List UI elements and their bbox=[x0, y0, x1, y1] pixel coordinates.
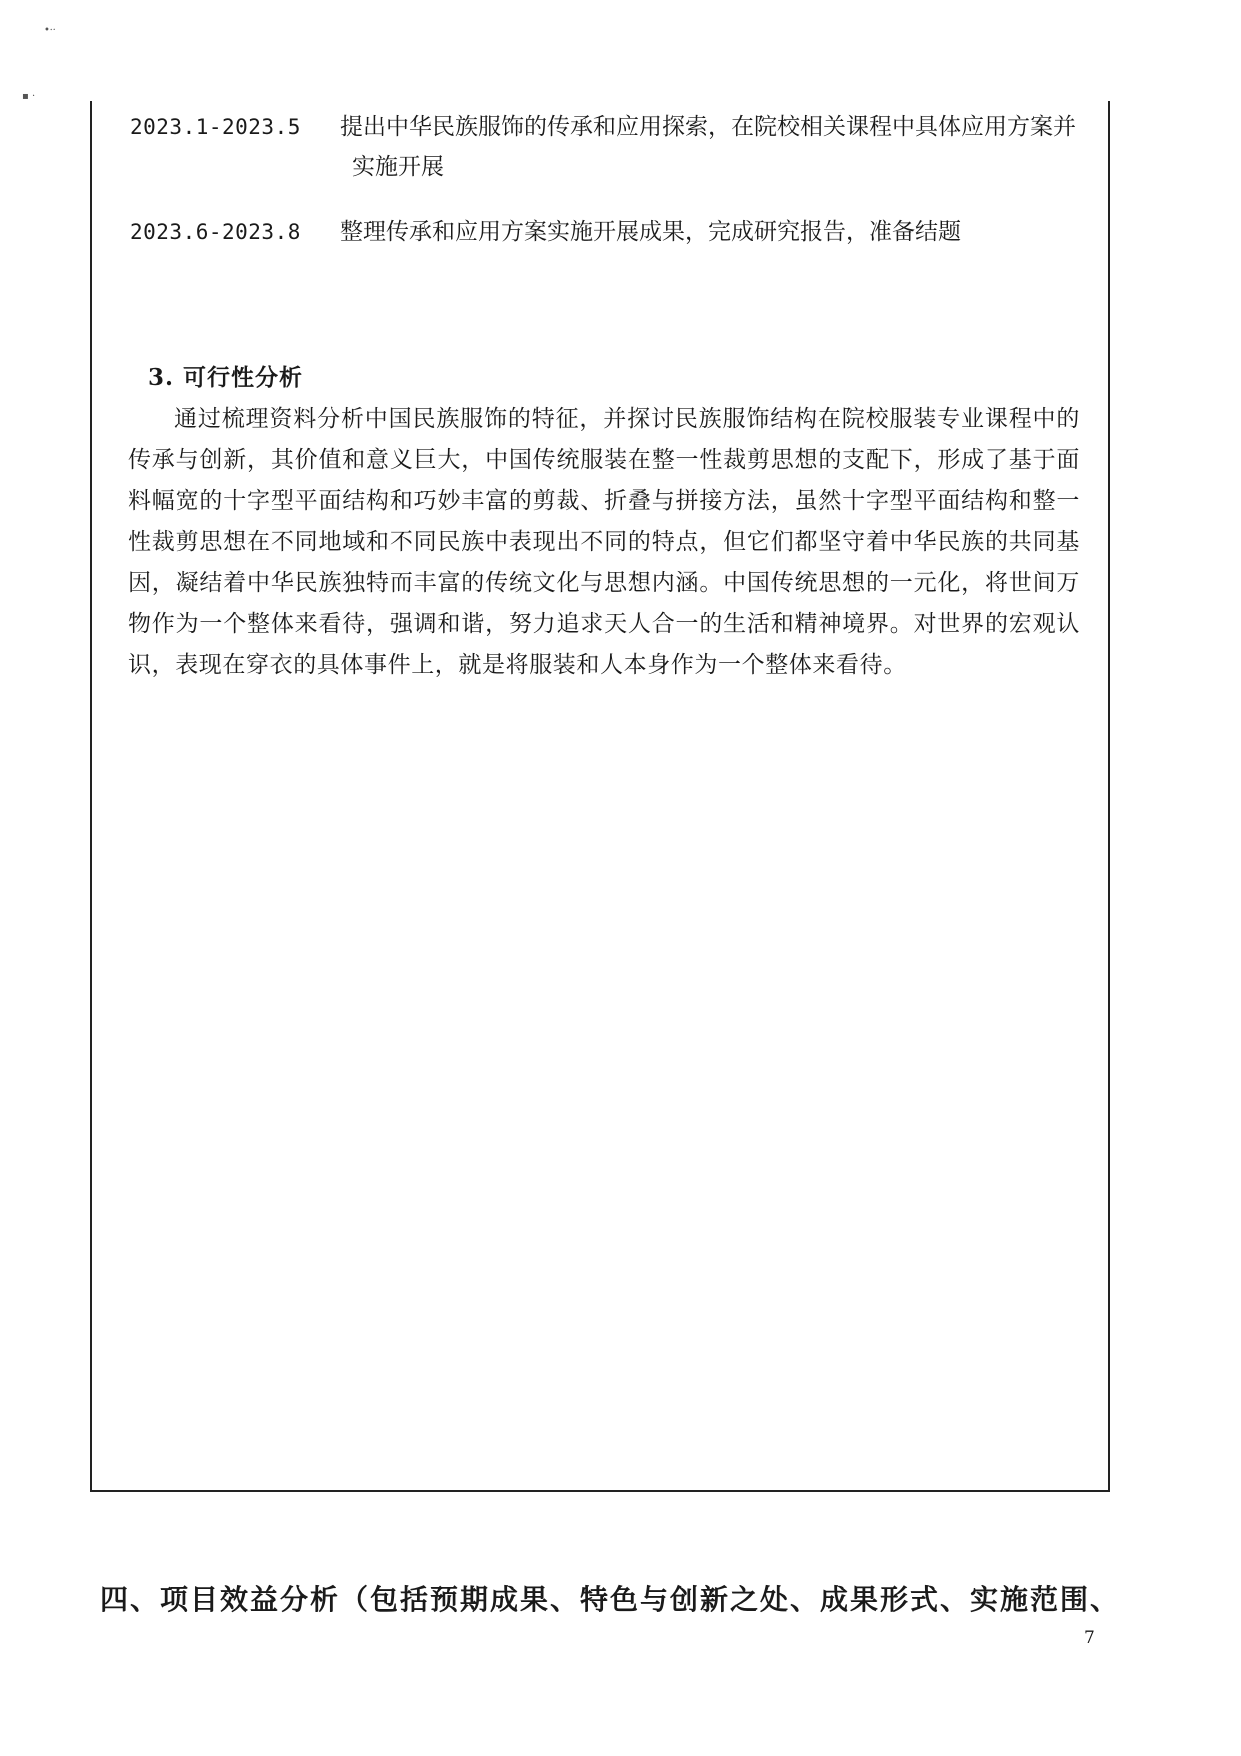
schedule-task-line: 提出中华民族服饰的传承和应用探索，在院校相关课程中具体应用方案并 bbox=[340, 114, 1076, 140]
chapter-heading: 四、项目效益分析（包括预期成果、特色与创新之处、成果形式、实施范围、 bbox=[100, 1583, 1121, 1616]
page-number: 7 bbox=[1084, 1628, 1095, 1648]
schedule-task-line: 实施开展 bbox=[352, 154, 444, 180]
schedule-task bbox=[340, 212, 1084, 252]
section-heading: 3. 可行性分析 bbox=[148, 364, 304, 391]
form-table-frame bbox=[90, 101, 1110, 1492]
scan-specks: ▪ · bbox=[22, 91, 36, 102]
schedule-period: 2023.6-2023.8 bbox=[130, 220, 301, 244]
scan-specks: •⸱· bbox=[44, 25, 56, 36]
schedule-period: 2023.1-2023.5 bbox=[130, 115, 301, 139]
section-paragraph: 通过梳理资料分析中国民族服饰的特征，并探讨民族服饰结构在院校服装专业课程中的传承与创新，其价值和意义巨大，中国传统服装在整一性裁剪思想的支配下，形成了基于面料幅宽的十字型平面结构和巧妙丰富的剪裁、折叠与拼接方法，虽然十字型平面结构和整一性裁剪思想在不同地域和不同民族中表现出不同的特点，但它们都坚守着中华民族的共同基因，凝结着中华民族独特而丰富的传统文化与思想内涵。中国传统思想的一元化，将世间万物作为一个整体来看待，强调和谐，努力追求天人合一的生活和精神境界。对世界的宏观认识，表现在穿衣的具体事件上，就是将服装和人本身作为一个整体来看待。 bbox=[128, 406, 1080, 678]
schedule-task bbox=[340, 107, 1084, 187]
schedule-task-line: 整理传承和应用方案实施开展成果，完成研究报告，准备结题 bbox=[340, 219, 961, 245]
schedule-row bbox=[92, 212, 1108, 260]
schedule-row bbox=[92, 107, 1108, 199]
